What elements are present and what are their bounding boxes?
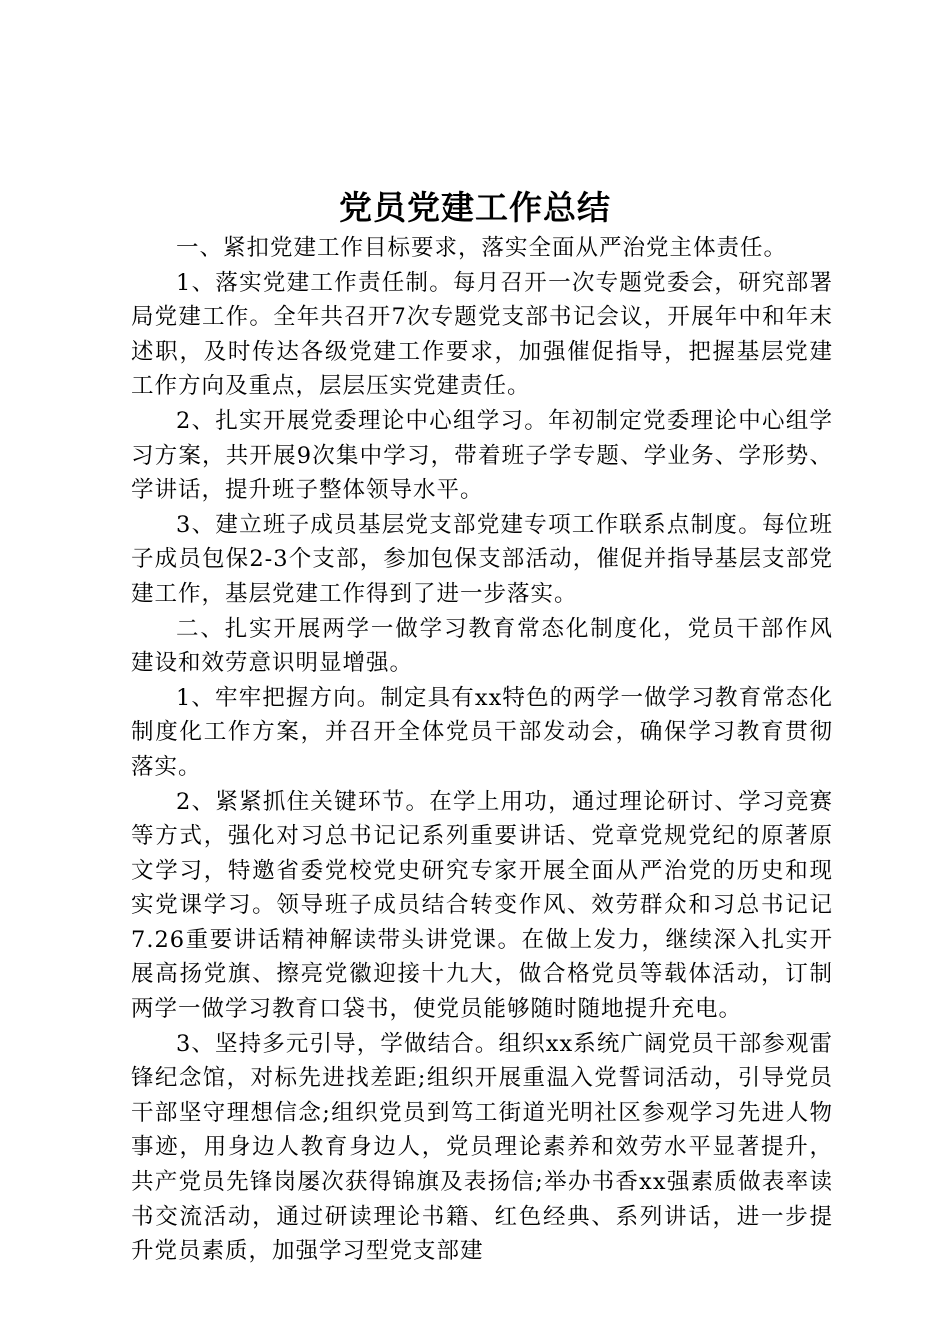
paragraph: 1、落实党建工作责任制。每月召开一次专题党委会，研究部署局党建工作。全年共召开7次专题党支部书记会议，开展年中和年末述职，及时传达各级党建工作要求，加强催促指导，把握基层党建工作方向及重点，层层压实党建责任。 <box>131 269 833 400</box>
paragraph: 1、牢牢把握方向。制定具有xx特色的两学一做学习教育常态化制度化工作方案，并召开全体党员干部发动会，确保学习教育贯彻落实。 <box>131 684 833 780</box>
paragraph: 3、建立班子成员基层党支部党建专项工作联系点制度。每位班子成员包保2-3个支部，参加包保支部活动，催促并指导基层支部党建工作，基层党建工作得到了进一步落实。 <box>131 511 833 607</box>
paragraph: 3、坚持多元引导，学做结合。组织xx系统广阔党员干部参观雷锋纪念馆，对标先进找差距;组织开展重温入党誓词活动，引导党员干部坚守理想信念;组织党员到笃工街道光明社区参观学习先进人物事迹，用身边人教育身边人，党员理论素养和效劳水平显著提升，共产党员先锋岗屡次获得锦旗及表扬信;举办书香xx强素质做表率读书交流活动，通过研读理论书籍、红色经典、系列讲话，进一步提升党员素质，加强学习型党支部建 <box>131 1030 833 1265</box>
document-body <box>131 231 833 1269</box>
paragraph: 2、扎实开展党委理论中心组学习。年初制定党委理论中心组学习方案，共开展9次集中学习，带着班子学专题、学业务、学形势、学讲话，提升班子整体领导水平。 <box>131 407 833 504</box>
paragraph: 2、紧紧抓住关键环节。在学上用功，通过理论研讨、学习竞赛等方式，强化对习总书记记系列重要讲话、党章党规党纪的原著原文学习，特邀省委党校党史研究专家开展全面从严治党的历史和现实党课学习。领导班子成员结合转变作风、效劳群众和习总书记记7.26重要讲话精神解读带头讲党课。在做上发力，继续深入扎实开展高扬党旗、擦亮党徽迎接十九大，做合格党员等载体活动，订制两学一做学习教育口袋书，使党员能够随时随地提升充电。 <box>131 788 833 1023</box>
section-heading-2: 二、扎实开展两学一做学习教育常态化制度化，党员干部作风建设和效劳意识明显增强。 <box>131 615 833 677</box>
section-heading-1: 一、紧扣党建工作目标要求，落实全面从严治党主体责任。 <box>176 235 788 261</box>
document-title: 党员党建工作总结 <box>339 188 611 227</box>
